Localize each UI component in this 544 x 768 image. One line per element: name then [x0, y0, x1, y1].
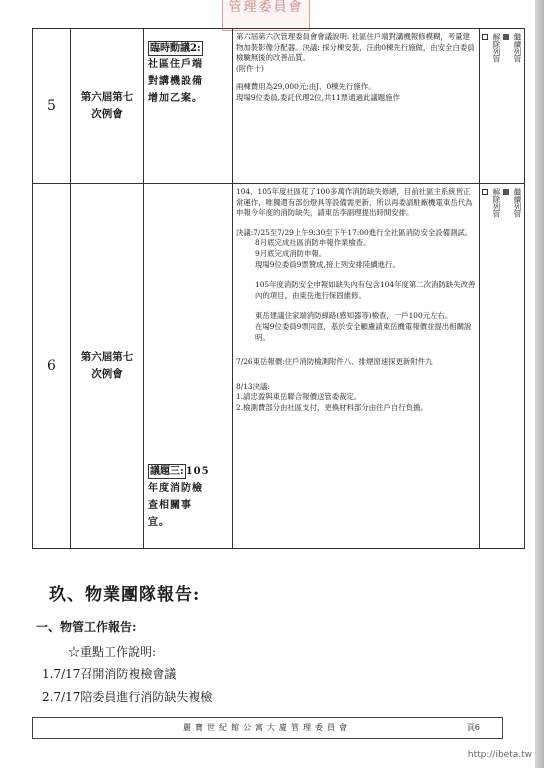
- desc-paragraph: 8/13決議:: [236, 381, 270, 391]
- topic-cell: [144, 29, 233, 184]
- subtitle: ☆重點工作說明:: [68, 645, 157, 659]
- status-cell: [480, 29, 525, 184]
- subsection-title: 一、物管工作報告:: [36, 620, 137, 634]
- desc-paragraph: 2.檢測費部分由社區支付，更換材料部分由住戶自行負擔。: [236, 402, 428, 412]
- status-label: 解除列管: [492, 33, 501, 63]
- desc-paragraph: 現場9位委員,委託代理2位,共11票通過此議題施作: [236, 92, 400, 102]
- checkbox-empty-icon: [482, 34, 488, 40]
- status-label: 繼續列管: [513, 33, 522, 63]
- desc-paragraph: 9月底完成消防申報。: [255, 248, 327, 258]
- committee-stamp: 管理委員會: [222, 0, 310, 31]
- desc-paragraph: 在場9位委員9票同意，基於安全顧慮請東岳機電報價並提出相關說明。: [255, 321, 472, 342]
- session-cell: [71, 184, 144, 549]
- description-cell: [233, 29, 480, 184]
- session-line: 次例會: [91, 368, 123, 380]
- desc-paragraph: 105年度消防安全申報如缺失內有包含104年度第二次消防缺失改善內的項目，由東岳進行保固維修。: [255, 280, 476, 300]
- watermark: http://ibeta.tw: [467, 750, 532, 760]
- status-cell: [480, 184, 525, 549]
- checkbox-filled-icon: [503, 189, 509, 195]
- desc-paragraph: 東岳建議住家端消防線路(感知器等)檢查，一戶100元左右。: [255, 311, 453, 321]
- topic-line: 對講機設備: [148, 76, 203, 87]
- footer-organization: 麗寶世紀館公寓大廈管理委員會: [183, 723, 351, 732]
- session-cell: [71, 29, 144, 184]
- row-number: 6: [33, 184, 71, 549]
- topic-line: 增加乙案。: [148, 93, 203, 104]
- topic-line: 社區住戶端: [148, 59, 203, 70]
- topic-tag-suffix: 105: [185, 466, 210, 477]
- desc-paragraph: 104、105年度社區花了100多萬作消防缺失修繕，目前社區主系統皆正常運作，唯獨還有部份燈具等設備需更新，所以再委請駐廠機電東岳代為申報今年度的消防缺失，請東岳李副理提出時間安排。: [236, 187, 473, 218]
- status-option: [482, 188, 522, 218]
- topic-line: 年度消防檢: [148, 483, 203, 494]
- checkbox-filled-icon: [503, 34, 509, 40]
- status-label: 解除列管: [492, 188, 501, 218]
- row-number: 5: [33, 29, 71, 184]
- description-cell: [233, 184, 480, 549]
- topic-line: 查相關事: [148, 500, 192, 511]
- status-option: [482, 33, 522, 63]
- scan-edge: [535, 0, 544, 768]
- table-row: [33, 184, 525, 549]
- desc-paragraph: 8月底完成社區消防申報作業檢查。: [255, 238, 371, 248]
- session-line: 第六屆第七: [80, 351, 134, 363]
- desc-paragraph: 第六屆第六次管理委員會會議說明: 社區住戶端對講機報修模糊，考量建物加裝影像分配器。決議: 採分棟安裝，汪曲0棟先行施做，由安全白委員檢驗無後的改善品質。: [236, 32, 475, 63]
- desc-paragraph: 兩棟費用為29,000元;由J、0棟先行施作。: [236, 82, 376, 92]
- desc-paragraph: 1.請忠盈與東岳聯合報價送管委裁定。: [236, 392, 362, 402]
- desc-paragraph: 7/26東岳報價:住戶消防檢測附件八、排煙窗速探更新附件九: [236, 357, 433, 367]
- topic-tag: 議題三:: [150, 466, 184, 477]
- work-item: 1.7/17召開消防複檢會議: [42, 667, 177, 681]
- desc-paragraph: (附件十): [236, 63, 264, 73]
- checkbox-empty-icon: [482, 189, 488, 195]
- minutes-table: [32, 28, 525, 549]
- topic-line: 宜。: [148, 517, 170, 528]
- topic-cell: [144, 184, 233, 549]
- desc-paragraph: 現場9位委員9票贊成,接上列安排陸續進行。: [255, 259, 400, 269]
- page-footer: [32, 717, 503, 739]
- topic-tag: 臨時動議2:: [150, 43, 201, 54]
- session-line: 第六屆第七: [80, 91, 134, 103]
- page-number: 頁6: [466, 723, 480, 732]
- table-row: [33, 29, 525, 184]
- desc-paragraph: 決議:7/25至7/29上午9:30至下午17:00進行全社區消防安全設備測試。: [236, 227, 473, 237]
- status-label: 繼續列管: [513, 188, 522, 218]
- session-line: 次例會: [91, 108, 123, 120]
- section-title: 玖、物業團隊報告:: [49, 585, 201, 605]
- work-item: 2.7/17陪委員進行消防缺失複檢: [42, 690, 213, 704]
